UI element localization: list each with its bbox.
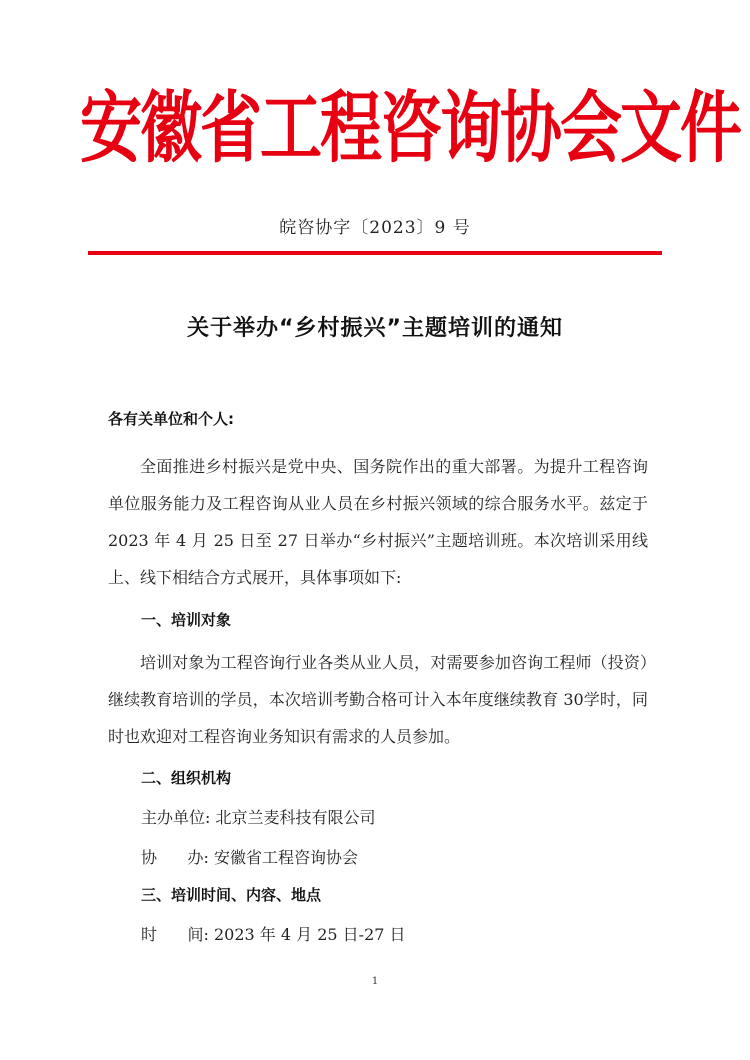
document-number: 皖咨协字〔2023〕9 号: [279, 218, 471, 238]
notice-title: 关于举办“乡村振兴”主题培训的通知: [187, 316, 563, 341]
section-1-paragraph-block: [108, 644, 648, 755]
host-line: 主办单位: 北京兰麦科技有限公司: [141, 808, 376, 827]
section-1-paragraph: 培训对象为工程咨询行业各类从业人员，对需要参加咨询工程师（投资）继续教育培训的学员，本次培训考勤合格可计入本年度继续教育 30学时，同时也欢迎对工程咨询业务知识有需求的人员参加。: [108, 653, 648, 746]
intro-paragraph: 全面推进乡村振兴是党中央、国务院作出的重大部署。为提升工程咨询单位服务能力及工程咨询从业人员在乡村振兴领域的综合服务水平。兹定于 2023 年 4 月 25 日至 27 日举办“乡村振兴”主题培训班。本次培训采用线上、线下相结合方式展开，具体事项如下:: [108, 457, 648, 587]
time-line: 时 间: 2023 年 4 月 25 日-27 日: [141, 925, 406, 944]
page-number: 1: [371, 976, 379, 987]
section-heading-1: 一、培训对象: [141, 611, 232, 629]
co-host-line: 协 办: 安徽省工程咨询协会: [141, 848, 358, 867]
org-header-title: 安徽省工程咨询协会文件: [80, 81, 741, 173]
section-heading-3: 三、培训时间、内容、地点: [141, 886, 322, 904]
red-divider-line: [88, 251, 662, 255]
section-heading-2: 二、组织机构: [141, 769, 232, 787]
greeting: 各有关单位和个人:: [108, 410, 234, 428]
intro-paragraph-block: [108, 448, 648, 596]
